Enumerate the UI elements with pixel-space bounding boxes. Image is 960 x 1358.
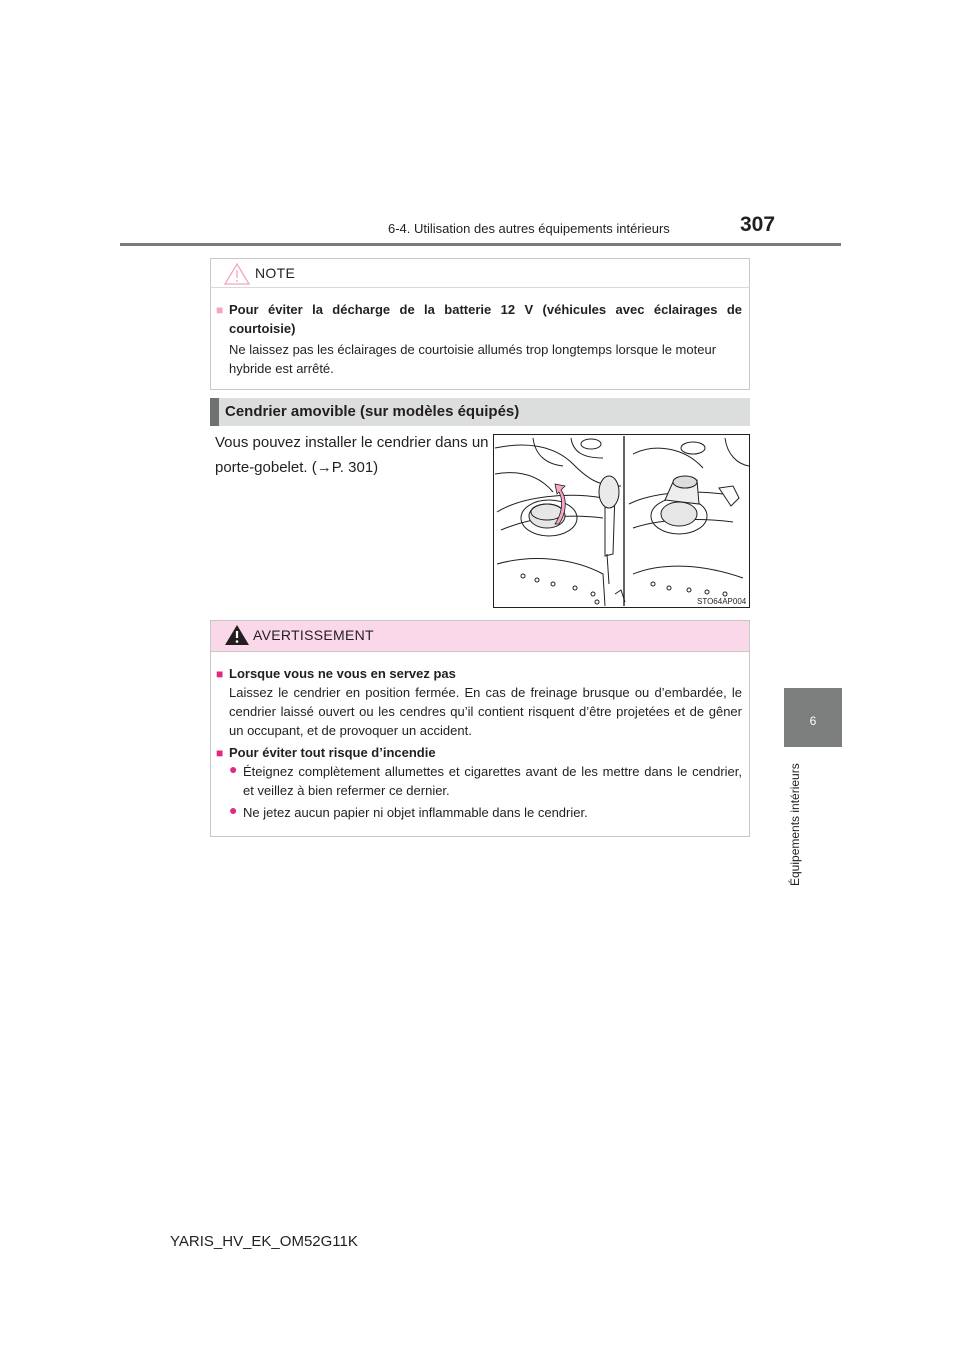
note-heading: Pour éviter la décharge de la batterie 12 V (véhicules avec éclairages de courtoisie) [229,302,742,336]
square-bullet-icon: ■ [216,303,224,317]
chapter-tab-number: 6 [809,714,817,728]
section-bar-accent [210,398,219,426]
section-title: Cendrier amovible (sur modèles équipés) [225,403,520,420]
document-code: YARIS_HV_EK_OM52G11K [170,1233,358,1250]
section-intro: Vous pouvez installer le cendrier dans un porte-gobelet. (→P. 301) [215,434,489,476]
caution-outline-icon [224,262,250,286]
header-rule [120,243,841,246]
warning-bullet: Éteignez complètement allumettes et cigarettes avant de les mettre dans le cendrier, et veillez à bien refermer ce dernier. [243,764,742,798]
chapter-tab-label: Équipements intérieurs [788,763,802,886]
square-bullet-icon: ■ [216,667,224,681]
illustration-code: STO64AP004 [697,597,747,606]
square-bullet-icon: ■ [216,746,224,760]
running-header-section: 6-4. Utilisation des autres équipements intérieurs [388,221,670,236]
warning-title: AVERTISSEMENT [253,627,374,643]
warning-item-heading: Pour éviter tout risque d’incendie [229,745,436,760]
note-body: Ne laissez pas les éclairages de courtoisie allumés trop longtemps lorsque le moteur hybride est arrêté. [229,342,717,376]
ashtray-illustration [493,434,750,608]
warning-triangle-icon [224,623,250,647]
warning-item-heading: Lorsque vous ne vous en servez pas [229,666,456,681]
page-number: 307 [740,213,776,236]
circle-bullet-icon: ● [229,802,238,818]
warning-item-text: Laissez le cendrier en position fermée. En cas de freinage brusque ou d’embardée, le cendrier laissé ouvert ou les cendres qu’il contient risquent d’être projetées et de gêner un occupant, et de provoquer un accident. [229,685,742,738]
note-title: NOTE [255,265,296,281]
warning-bullet: Ne jetez aucun papier ni objet inflammable dans le cendrier. [243,805,588,820]
circle-bullet-icon: ● [229,761,238,777]
